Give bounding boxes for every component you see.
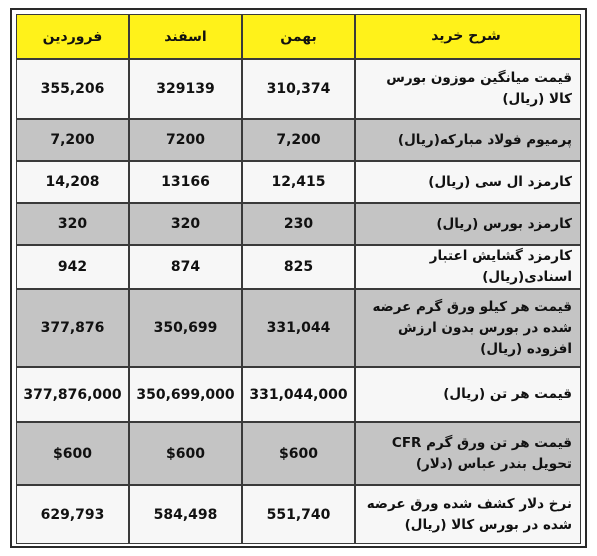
cell-farvardin: 320	[16, 203, 129, 245]
cell-bahman: 12,415	[242, 161, 355, 203]
cell-esfand: 329139	[129, 59, 242, 119]
cell-description: نرخ دلار کشف شده ورق عرضه شده در بورس کالا (ریال)	[355, 485, 581, 544]
cell-description: کارمزد ال سی (ریال)	[355, 161, 581, 203]
cell-bahman: 230	[242, 203, 355, 245]
table-body	[16, 14, 581, 544]
cell-esfand: 874	[129, 245, 242, 289]
cell-description: پرمیوم فولاد مبارکه(ریال)	[355, 119, 581, 161]
cell-farvardin: 355,206	[16, 59, 129, 119]
cell-farvardin: 14,208	[16, 161, 129, 203]
column-header-farvardin: فروردین	[16, 14, 129, 59]
cell-description: قیمت میانگین موزون بورس کالا (ریال)	[355, 59, 581, 119]
cell-bahman: $600	[242, 422, 355, 485]
cell-esfand: 350,699	[129, 289, 242, 367]
cell-bahman: 551,740	[242, 485, 355, 544]
cell-bahman: 331,044,000	[242, 367, 355, 422]
column-header-description: شرح خرید	[355, 14, 581, 59]
price-table	[16, 14, 581, 544]
cell-farvardin: 7,200	[16, 119, 129, 161]
cell-bahman: 825	[242, 245, 355, 289]
cell-esfand: 350,699,000	[129, 367, 242, 422]
cell-bahman: 7,200	[242, 119, 355, 161]
cell-description: قیمت هر تن (ریال)	[355, 367, 581, 422]
cell-farvardin: $600	[16, 422, 129, 485]
cell-description: قیمت هر کیلو ورق گرم عرضه شده در بورس بدون ارزش افزوده (ریال)	[355, 289, 581, 367]
column-header-bahman: بهمن	[242, 14, 355, 59]
cell-esfand: 7200	[129, 119, 242, 161]
cell-description: کارمزد بورس (ریال)	[355, 203, 581, 245]
cell-esfand: 13166	[129, 161, 242, 203]
table-row	[16, 119, 581, 161]
table-row	[16, 245, 581, 289]
column-header-esfand: اسفند	[129, 14, 242, 59]
table-row	[16, 59, 581, 119]
cell-esfand: $600	[129, 422, 242, 485]
cell-bahman: 331,044	[242, 289, 355, 367]
table-row	[16, 485, 581, 544]
cell-farvardin: 942	[16, 245, 129, 289]
header-row	[16, 14, 581, 59]
cell-farvardin: 377,876	[16, 289, 129, 367]
cell-farvardin: 377,876,000	[16, 367, 129, 422]
cell-esfand: 320	[129, 203, 242, 245]
table-row	[16, 203, 581, 245]
table-frame	[10, 8, 587, 548]
table-row	[16, 422, 581, 485]
cell-esfand: 584,498	[129, 485, 242, 544]
cell-description: قیمت هر تن ورق گرم CFR تحویل بندر عباس (دلار)	[355, 422, 581, 485]
cell-farvardin: 629,793	[16, 485, 129, 544]
table-row	[16, 367, 581, 422]
table-row	[16, 289, 581, 367]
cell-description: کارمزد گشایش اعتبار اسنادی(ریال)	[355, 245, 581, 289]
table-row	[16, 161, 581, 203]
cell-bahman: 310,374	[242, 59, 355, 119]
